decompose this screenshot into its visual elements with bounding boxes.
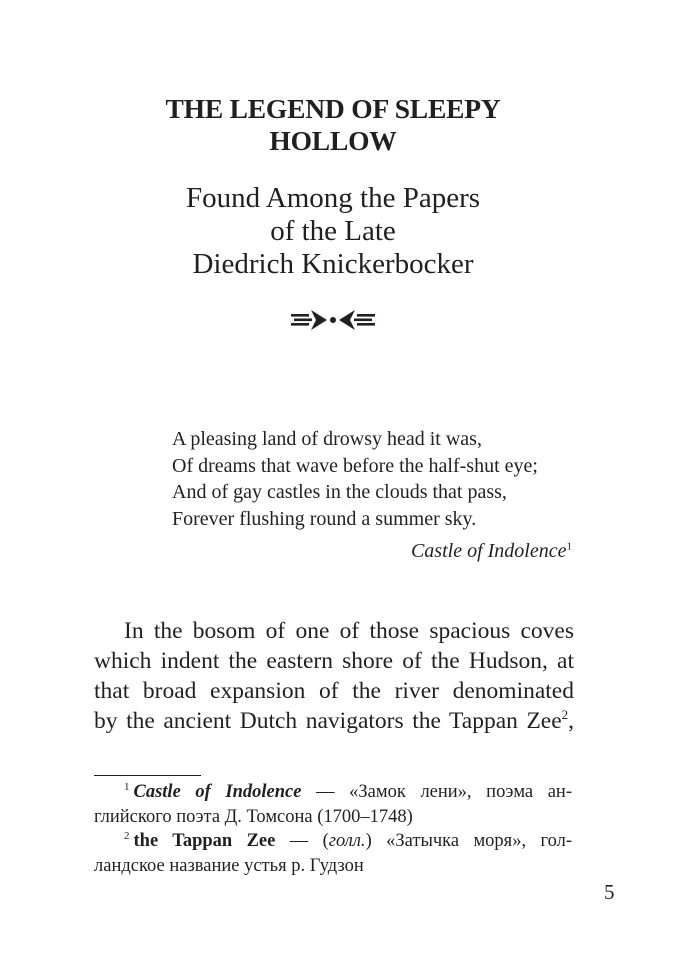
page-number: 5 [604, 880, 615, 904]
paragraph-line: In the bosom of one of those spacious coves [124, 618, 574, 644]
footnote-1-text: — «Замок лени», поэма ан- [301, 782, 572, 802]
footnote-2-mark: 2 [124, 829, 130, 842]
footnote-1-line-2: глийского поэта Д. Томсона (1700–1748) [94, 806, 413, 827]
paragraph-line-last [94, 706, 574, 736]
poem-line: Of dreams that wave before the half-shut eye; [172, 454, 538, 477]
poem-line: And of gay castles in the clouds that pass, [172, 481, 507, 503]
footnote-2-line-2: ландское название устья р. Гудзон [94, 855, 364, 876]
epigraph-attribution [300, 540, 572, 563]
chapter-title-line-1: THE LEGEND OF SLEEPY [165, 93, 501, 124]
subtitle-line-1: Found Among the Papers [185, 182, 481, 214]
footnote-2-term: the Tappan Zee [133, 831, 276, 851]
footnote-ref-2[interactable]: 2 [561, 707, 569, 723]
subtitle-line-3: Diedrich Knickerbocker [192, 248, 474, 280]
poem-line: A pleasing land of drowsy head it was, [172, 428, 482, 450]
footnote-divider [94, 775, 201, 776]
attribution-source: Castle of Indolence [410, 540, 567, 562]
paragraph-line: that broad expansion of the river denominated [94, 678, 574, 704]
footnote-2-line-1 [94, 829, 572, 854]
footnotes [94, 780, 572, 878]
footnote-ref-1[interactable]: 1 [566, 540, 572, 553]
paragraph-line-text: by the ancient Dutch navigators the Tappan Zee [94, 708, 562, 734]
paragraph-line: which indent the eastern shore of the Hudson, at [94, 648, 574, 674]
poem-line: Forever flushing round a summer sky. [172, 507, 477, 530]
body-paragraph [94, 616, 574, 736]
chapter-title [110, 93, 556, 157]
epigraph-poem [172, 426, 592, 532]
footnote-2-lang: голл. [328, 831, 366, 851]
footnote-1-mark: 1 [124, 780, 130, 793]
chapter-subtitle [110, 182, 556, 281]
subtitle-line-2: of the Late [270, 215, 396, 247]
paragraph-trailing-punct: , [568, 708, 574, 734]
footnote-2-dash: — ( [275, 831, 329, 851]
chapter-title-line-2: HOLLOW [269, 125, 397, 156]
footnote-1-line-1 [94, 780, 572, 805]
footnote-2-text: ) «Затычка моря», гол- [365, 831, 572, 851]
fleuron-ornament-icon [289, 306, 377, 334]
footnote-1-term: Castle of Indolence [133, 782, 302, 802]
